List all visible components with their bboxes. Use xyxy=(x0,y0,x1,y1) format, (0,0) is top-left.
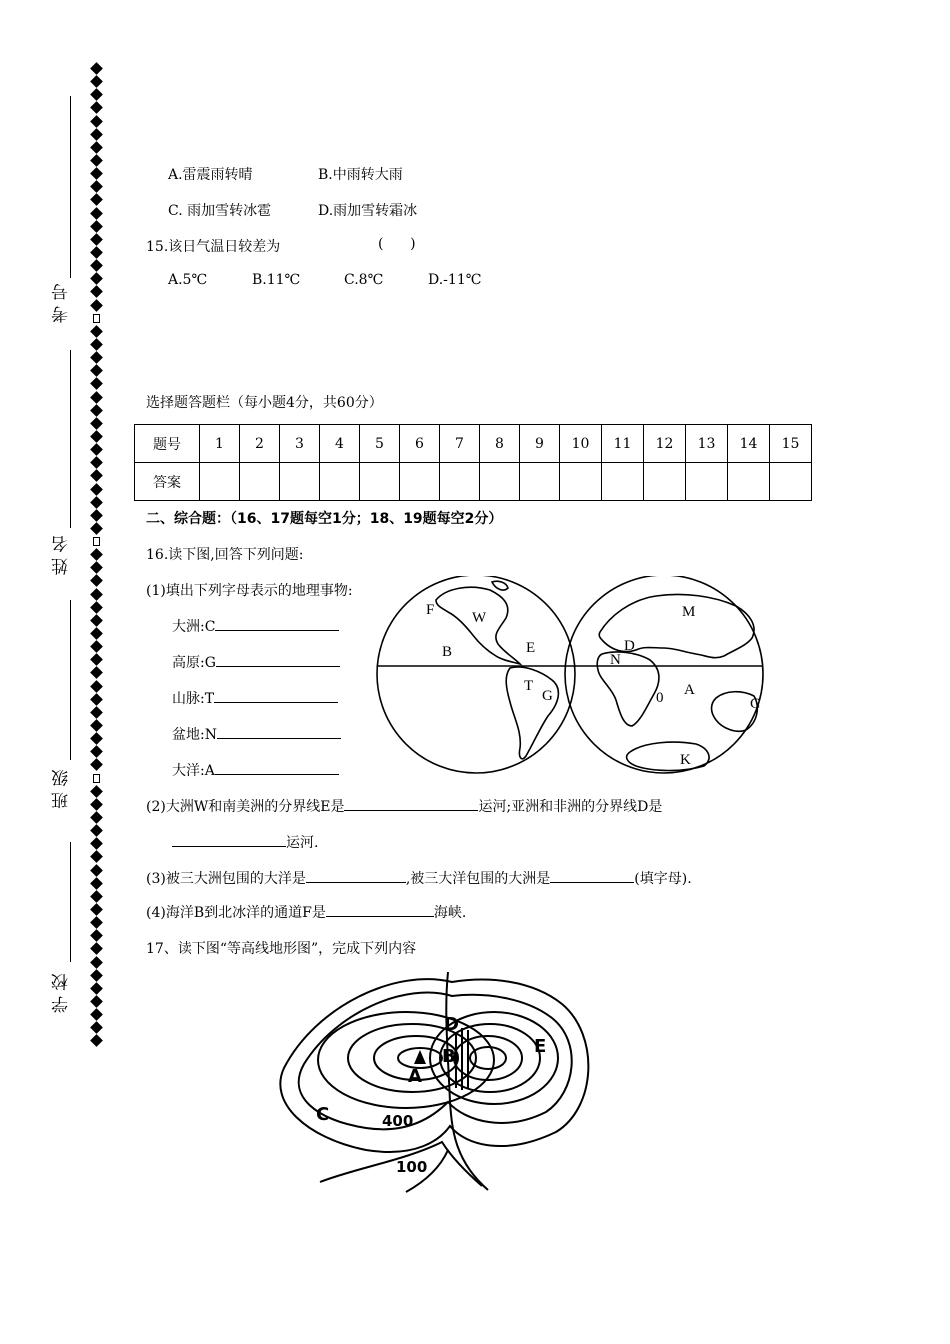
seal-diamond-mark xyxy=(90,864,103,877)
seal-diamond-mark xyxy=(90,719,103,732)
seal-diamond-mark xyxy=(90,102,103,115)
contour-label-e: E xyxy=(534,1036,547,1057)
seal-square-mark xyxy=(93,774,100,783)
contour-label-a: A xyxy=(408,1066,422,1087)
fill-label: 大洋:A xyxy=(172,763,215,779)
seal-square-mark xyxy=(93,537,100,546)
seal-diamond-mark xyxy=(90,141,103,154)
question-number-cell: 6 xyxy=(400,425,440,463)
map-letter-d: D xyxy=(624,638,635,654)
q16-part2-cont xyxy=(172,832,318,852)
question-number-cell: 15 xyxy=(770,425,812,463)
q16-part1: (1)填出下列字母表示的地理事物: xyxy=(146,583,353,599)
question-number-cell: 4 xyxy=(320,425,360,463)
q15-answer-paren: ( ) xyxy=(378,236,416,252)
seal-diamond-mark xyxy=(90,115,103,128)
answer-blank[interactable] xyxy=(215,616,339,631)
seal-diamond-mark xyxy=(90,903,103,916)
peak-triangle-icon xyxy=(414,1050,426,1064)
seal-diamond-mark xyxy=(90,982,103,995)
answer-cell[interactable] xyxy=(644,463,686,501)
margin-line-2 xyxy=(70,350,71,528)
q14-option-a: A.雷震雨转晴 xyxy=(168,167,253,183)
answer-blank[interactable] xyxy=(216,652,340,667)
seal-diamond-mark xyxy=(90,75,103,88)
seal-diamond-mark xyxy=(90,522,103,535)
seal-diamond-mark xyxy=(90,956,103,969)
seal-diamond-mark xyxy=(90,837,103,850)
answer-row-answers xyxy=(135,463,812,501)
seal-diamond-mark xyxy=(90,299,103,312)
q17-stem: 17、读下图“等高线地形图”，完成下列内容 xyxy=(146,941,417,957)
seal-diamond-mark xyxy=(90,745,103,758)
seal-diamond-mark xyxy=(90,601,103,614)
map-letter-k: K xyxy=(680,752,691,768)
fill-basin-n xyxy=(172,724,341,744)
seal-diamond-mark xyxy=(90,391,103,404)
q16-part2-text: 运河. xyxy=(286,835,319,851)
section-2-heading: 二、综合题：（16、17题每空1分；18、19题每空2分） xyxy=(146,511,503,527)
map-letter-w: W xyxy=(472,610,487,626)
answer-cell[interactable] xyxy=(200,463,240,501)
margin-line-1 xyxy=(70,96,71,278)
q15-option-a: A.5℃ xyxy=(168,272,208,288)
fill-label: 山脉:T xyxy=(172,691,215,707)
map-letter-g: G xyxy=(542,688,553,704)
seal-diamond-mark xyxy=(90,128,103,141)
answer-blank[interactable] xyxy=(550,868,634,883)
seal-diamond-mark xyxy=(90,259,103,272)
seal-diamond-mark xyxy=(90,404,103,417)
question-number-cell: 11 xyxy=(602,425,644,463)
q16-part4-text: 海峡. xyxy=(433,905,467,921)
q15-stem: 15.该日气温日较差为 xyxy=(146,239,281,255)
question-number-cell: 2 xyxy=(240,425,280,463)
row-label-number: 题号 xyxy=(135,425,200,463)
question-number-cell: 5 xyxy=(360,425,400,463)
seal-diamond-mark xyxy=(90,325,103,338)
answer-cell[interactable] xyxy=(560,463,602,501)
answer-blank[interactable] xyxy=(344,796,478,811)
answer-blank[interactable] xyxy=(217,724,341,739)
seal-diamond-mark xyxy=(90,1008,103,1021)
contour-label-d: D xyxy=(444,1014,459,1035)
contour-map-figure xyxy=(256,972,606,1196)
q14-option-b: B.中雨转大雨 xyxy=(318,167,403,183)
question-number-cell: 12 xyxy=(644,425,686,463)
fill-mountain-t xyxy=(172,688,338,708)
q16-part2-text: (2)大洲W和南美洲的分界线E是 xyxy=(146,799,345,815)
contour-outer xyxy=(299,993,572,1130)
row-label-answer: 答案 xyxy=(135,463,200,501)
q16-part3 xyxy=(146,868,692,888)
seal-diamond-mark xyxy=(90,693,103,706)
contour-value-100: 100 xyxy=(396,1158,428,1176)
seal-diamond-mark xyxy=(90,233,103,246)
q14-option-c: C. 雨加雪转冰雹 xyxy=(168,203,272,219)
q15-option-c: C.8℃ xyxy=(344,272,384,288)
map-letter-b: B xyxy=(442,644,453,660)
seal-diamond-mark xyxy=(90,272,103,285)
seal-diamond-mark xyxy=(90,798,103,811)
map-letter-e: E xyxy=(526,640,536,656)
label-school: 学 校 xyxy=(52,973,72,1013)
map-letter-t: T xyxy=(524,678,534,694)
seal-diamond-mark xyxy=(90,680,103,693)
seal-diamond-mark xyxy=(90,180,103,193)
margin-line-3 xyxy=(70,600,71,760)
seal-diamond-mark xyxy=(90,995,103,1008)
seal-diamond-mark xyxy=(90,943,103,956)
answer-cell[interactable] xyxy=(280,463,320,501)
map-letter-n: N xyxy=(610,652,621,668)
seal-square-mark xyxy=(93,314,100,323)
q16-part3-text: (3)被三大洲包围的大洋是 xyxy=(146,871,306,887)
seal-diamond-mark xyxy=(90,456,103,469)
seal-diamond-mark xyxy=(90,640,103,653)
answer-row-numbers xyxy=(135,425,812,463)
question-number-cell: 14 xyxy=(728,425,770,463)
question-number-cell: 3 xyxy=(280,425,320,463)
q14-option-d: D.雨加雪转霜冰 xyxy=(318,203,418,219)
answer-blank[interactable] xyxy=(326,902,434,917)
seal-diamond-mark xyxy=(90,220,103,233)
seal-diamond-mark xyxy=(90,154,103,167)
label-exam-number: 考 号 xyxy=(52,283,72,323)
fill-label: 盆地:N xyxy=(172,727,217,743)
contour-value-400: 400 xyxy=(382,1112,414,1130)
world-map-figure xyxy=(374,576,784,782)
question-number-cell: 9 xyxy=(520,425,560,463)
label-class: 班 级 xyxy=(52,769,72,809)
seal-diamond-mark xyxy=(90,62,103,75)
seal-diamond-mark xyxy=(90,207,103,220)
answer-cell[interactable] xyxy=(520,463,560,501)
seal-diamond-mark xyxy=(90,929,103,942)
question-number-cell: 13 xyxy=(686,425,728,463)
question-number-cell: 10 xyxy=(560,425,602,463)
seal-diamond-mark xyxy=(90,1021,103,1034)
seal-diamond-mark xyxy=(90,811,103,824)
seal-diamond-mark xyxy=(90,496,103,509)
seal-diamond-mark xyxy=(90,430,103,443)
fill-plateau-g xyxy=(172,652,340,672)
seal-diamond-mark xyxy=(90,575,103,588)
seal-diamond-mark xyxy=(90,706,103,719)
seal-diamond-mark xyxy=(90,378,103,391)
seal-diamond-mark xyxy=(90,877,103,890)
answer-sheet-table xyxy=(134,424,812,501)
q16-part4 xyxy=(146,902,466,922)
seal-diamond-mark xyxy=(90,759,103,772)
answer-blank[interactable] xyxy=(214,688,338,703)
answer-sheet-title: 选择题答题栏（每小题4分，共60分） xyxy=(146,395,383,411)
label-name: 姓 名 xyxy=(52,535,72,575)
fill-continent-c xyxy=(172,616,339,636)
seal-diamond-mark xyxy=(90,509,103,522)
seal-diamond-mark xyxy=(90,338,103,351)
q16-part2-text: 运河;亚洲和非洲的分界线D是 xyxy=(478,799,663,815)
q16-part2 xyxy=(146,796,662,816)
antarctica-outline xyxy=(627,742,709,770)
q16-part3-text: ,被三大洋包围的大洲是 xyxy=(405,871,551,887)
seal-diamond-mark xyxy=(90,732,103,745)
answer-blank[interactable] xyxy=(172,832,286,847)
fill-label: 高原:G xyxy=(172,655,216,671)
seal-diamond-mark xyxy=(90,614,103,627)
q16-part3-text: (填字母). xyxy=(634,871,692,887)
answer-cell[interactable] xyxy=(728,463,770,501)
q15-option-d: D.-11℃ xyxy=(428,272,482,288)
question-number-cell: 1 xyxy=(200,425,240,463)
seal-line-diamonds xyxy=(88,64,104,1050)
seal-diamond-mark xyxy=(90,785,103,798)
map-letter-f: F xyxy=(426,602,435,618)
answer-cell[interactable] xyxy=(602,463,644,501)
map-letter-a: A xyxy=(684,682,695,698)
seal-diamond-mark xyxy=(90,194,103,207)
question-number-cell: 8 xyxy=(480,425,520,463)
seal-diamond-mark xyxy=(90,443,103,456)
seal-diamond-mark xyxy=(90,286,103,299)
answer-cell[interactable] xyxy=(480,463,520,501)
q16-stem: 16.读下图,回答下列问题: xyxy=(146,547,304,563)
seal-diamond-mark xyxy=(90,417,103,430)
africa-outline xyxy=(597,652,659,726)
eurasia-outline xyxy=(599,594,754,657)
margin-line-4 xyxy=(70,842,71,962)
seal-diamond-mark xyxy=(90,88,103,101)
map-letter-o: 0 xyxy=(656,690,664,706)
q15-option-b: B.11℃ xyxy=(252,272,301,288)
seal-diamond-mark xyxy=(90,627,103,640)
answer-blank[interactable] xyxy=(215,760,339,775)
seal-diamond-mark xyxy=(90,548,103,561)
seal-diamond-mark xyxy=(90,483,103,496)
answer-blank[interactable] xyxy=(306,868,406,883)
answer-cell[interactable] xyxy=(320,463,360,501)
fill-label: 大洲:C xyxy=(172,619,216,635)
seal-diamond-mark xyxy=(90,364,103,377)
seal-diamond-mark xyxy=(90,351,103,364)
seal-diamond-mark xyxy=(90,1035,103,1048)
seal-diamond-mark xyxy=(90,824,103,837)
q16-part4-text: (4)海洋B到北冰洋的通道F是 xyxy=(146,905,326,921)
seal-diamond-mark xyxy=(90,851,103,864)
seal-diamond-mark xyxy=(90,667,103,680)
seal-diamond-mark xyxy=(90,561,103,574)
seal-diamond-mark xyxy=(90,588,103,601)
answer-cell[interactable] xyxy=(686,463,728,501)
contour-label-c: C xyxy=(316,1104,330,1125)
answer-cell[interactable] xyxy=(360,463,400,501)
answer-cell[interactable] xyxy=(240,463,280,501)
map-letter-c: C xyxy=(750,696,761,712)
seal-diamond-mark xyxy=(90,969,103,982)
seal-diamond-mark xyxy=(90,246,103,259)
seal-diamond-mark xyxy=(90,167,103,180)
seal-diamond-mark xyxy=(90,469,103,482)
fill-ocean-a xyxy=(172,760,339,780)
seal-diamond-mark xyxy=(90,653,103,666)
answer-cell[interactable] xyxy=(400,463,440,501)
question-number-cell: 7 xyxy=(440,425,480,463)
seal-diamond-mark xyxy=(90,890,103,903)
map-letter-m: M xyxy=(682,604,696,620)
answer-cell[interactable] xyxy=(440,463,480,501)
contour-label-b: B xyxy=(442,1046,456,1067)
answer-cell[interactable] xyxy=(770,463,812,501)
seal-diamond-mark xyxy=(90,916,103,929)
